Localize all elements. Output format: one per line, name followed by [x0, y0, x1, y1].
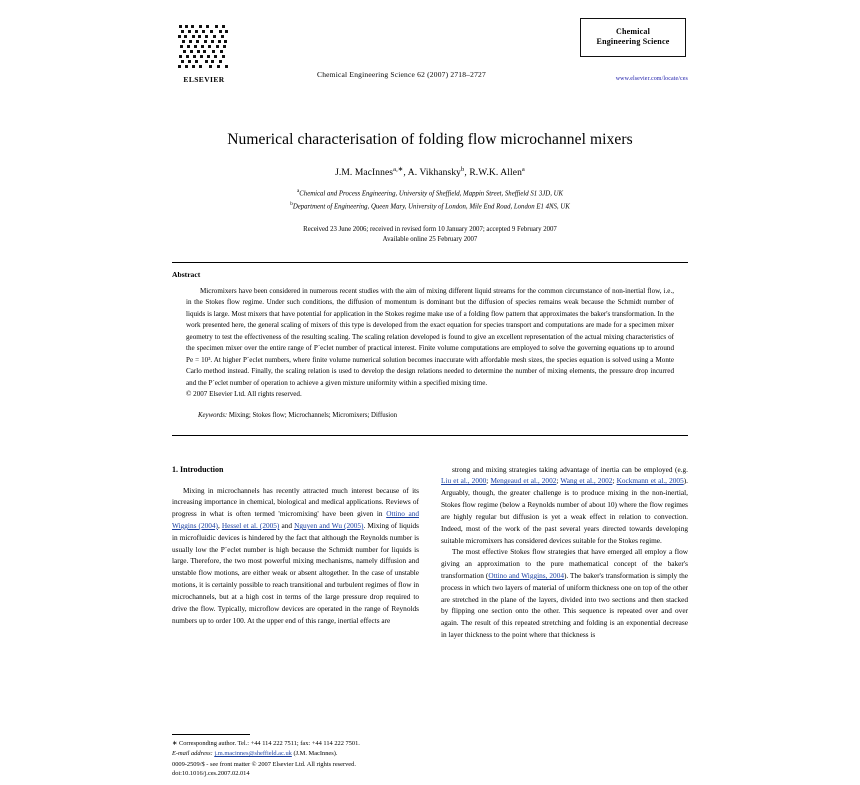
affiliation-a: $^a$Chemical and Process Engineering, University of Sheffield, Mappin Street, Sheffield S1 3JD, UK [296, 188, 564, 198]
issn-block [172, 760, 356, 779]
paragraph-left-1 [172, 485, 419, 627]
email-label: E-mail address: [172, 750, 213, 758]
abstract-heading: Abstract [172, 269, 201, 279]
email-link[interactable]: j.m.macinnes@sheffield.ac.uk [214, 750, 292, 758]
online-line: Available online 25 February 2007 [382, 236, 478, 244]
email-note [172, 749, 419, 759]
section-heading-introduction: 1. Introduction [172, 464, 224, 474]
author-list [160, 165, 700, 178]
column-left [172, 464, 419, 641]
footnote-block [172, 734, 419, 759]
text-run: ; [486, 476, 491, 486]
journal-logo-line1: Chemical [615, 27, 651, 36]
keywords-label: Keywords: [198, 411, 228, 419]
abstract-bottom-rule [172, 435, 688, 436]
column-right [441, 464, 688, 641]
text-run: Mixing in microchannels has recently attracted much interest because of its increasing importance in chemical, biological and medical applications. Reviews of progress in what is often termed 'micromixing' have been given in [172, 485, 419, 519]
abstract-section [172, 270, 688, 419]
citation-link-mengeaud-2002[interactable]: Mengeaud et al., 2002 [490, 476, 557, 486]
text-run: , [217, 521, 222, 531]
paper-sheet [160, 0, 700, 785]
received-line: Received 23 June 2006; received in revised form 10 January 2007; accepted 9 February 2007 [303, 225, 557, 233]
abstract-text: Micromixers have been considered in numerous recent studies with the aim of mixing different liquid streams for the common circumstance of non-inertial flow, i.e., in the Stokes flow regime. Under such conditions, the diffusion of momentum is dominant but the diffusion of species remains weak because the Schmidt number of liquids is large. Most mixers that have potential for application in the Stokes regime make use of a folding flow pattern that approximates the baker's transformation. In the work presented here, the general scaling of mixers of this type is developed from the exact equation for species transport and computations are made for a specimen mixer geometry to test the effectiveness of the resulting scaling. The scaling relation developed is found to give an excellent representation of the actual mixing characteristics of the specimen mixer over the entire range of P´eclet number of practical interest. Finite volume computations are employed to solve the governing equations up to around Pe = 10³. At higher P´eclet numbers, where finite volume numerical solution becomes inaccurate with affordable mesh sizes, the species equation is solved using a Monte Carlo method instead. Finally, the scaling relation is used to develop the design relations needed to determine the number of mixing elements, the pressure drop incurred and the P´eclet number of operation to achieve a given mixture uniformity within a specified mixing time. [186, 286, 674, 387]
keywords-line [198, 412, 662, 419]
article-history [160, 225, 700, 246]
journal-logo-badge [580, 18, 686, 57]
text-run: ). The baker's transformation is simply the process in which two layers of material of uniform thickness one on top of the other are stretched in the plane of the layers, divided into two sections and then stacked by flipping one section onto the other. This sequence is repeated over and over again. The result of this repeated stretching and folding is an exponential decrease in layer thickness to the point where that thickness is [441, 570, 688, 640]
email-suffix: (J.M. MacInnes). [291, 750, 338, 758]
citation-link-ottino-wiggins-2004[interactable]: Ottino and Wiggins (2004) [172, 509, 419, 531]
text-run: ; [556, 476, 561, 486]
paragraph-right-2 [441, 546, 688, 641]
citation-link-wang-2002[interactable]: Wang et al., 2002 [560, 476, 613, 486]
abstract-copyright: © 2007 Elsevier Ltd. All rights reserved. [186, 390, 302, 399]
text-run: and [279, 521, 295, 531]
citation-link-ottino-wiggins-2004-b[interactable]: Ottino and Wiggins, 2004 [488, 570, 564, 580]
journal-homepage-url[interactable]: www.elsevier.com/locate/ces [615, 76, 688, 82]
body-columns [172, 464, 688, 641]
issn-line: 0009-2509/$ - see front matter © 2007 Elsevier Ltd. All rights reserved. [172, 760, 356, 768]
footnote-rule [172, 734, 250, 735]
journal-reference: Chemical Engineering Science 62 (2007) 2718–2727 [317, 70, 486, 79]
journal-logo-line2: Engineering Science [596, 37, 670, 46]
citation-link-hessel-2005[interactable]: Hessel et al. (2005) [221, 521, 280, 531]
citation-link-kockmann-2005[interactable]: Kockmann et al., 2005 [616, 476, 684, 486]
citation-link-liu-2000[interactable]: Liu et al., 2000 [441, 476, 487, 486]
title-block [160, 130, 700, 246]
keywords-values: Mixing; Stokes flow; Microchannels; Micromixers; Diffusion [228, 411, 397, 419]
text-run: ). Arguably, though, the greater challenge is to produce mixing in the non-inertial, Stokes flow regime (below a Reynolds number of about 10) where the flow regimes are highly regular but diffusion is yet a weak effect in relation to convection. Indeed, most of the work of the past several years directed towards developing suitable micromixers has considered devices suitable for the Stokes regime. [441, 476, 688, 545]
text-run: . Mixing of liquids in microfluidic devices is hindered by the fact that although the Reynolds number is usually low the P´eclet number is high because the Schmidt number for liquids is large. Therefore, the two most powerful mixing mechanisms, namely diffusion and unstable flow motions, are either weak or absent altogether. In the case of unstable motions, it is certainly possible to reach transitional and turbulent regimes of flow in microchannels, but at a high cost in terms of the large pressure drop required to drive the flow. Typically, microflow devices are operated in the range of Reynolds numbers up to order 100. At the upper end of this range, inertial effects are [172, 521, 419, 625]
affiliation-b: $^b$Department of Engineering, Queen Mary, University of London, Mile End Road, London E1 4NS, UK [290, 201, 570, 211]
citation-link-nguyen-wu-2005[interactable]: Nguyen and Wu (2005) [294, 521, 364, 531]
paragraph-right-1 [441, 464, 688, 547]
elsevier-logo [172, 22, 236, 84]
text-run: ; [612, 476, 617, 486]
elsevier-wordmark: ELSEVIER [183, 75, 225, 84]
abstract-top-rule [172, 262, 688, 263]
elsevier-tree-icon [175, 22, 233, 74]
page-title: Numerical characterisation of folding flow microchannel mixers [227, 131, 633, 148]
text-run: strong and mixing strategies taking advantage of inertia can be employed (e.g. [452, 464, 688, 474]
doi-line: doi:10.1016/j.ces.2007.02.014 [172, 770, 250, 778]
text-run: The most effective Stokes flow strategies that have emerged all employ a flow giving an approximation to the pure mathematical concept of the baker's transformation ( [441, 547, 688, 580]
affiliations [160, 187, 700, 213]
masthead [160, 0, 700, 88]
corresponding-author-note: ∗ Corresponding author. Tel.: +44 114 222 7511; fax: +44 114 222 7501. [172, 740, 360, 748]
author-names: J.M. MacInnes$^{a,∗}$, A. Vikhansky$^b$, R.W.K. Allen$^a$ [335, 166, 525, 179]
